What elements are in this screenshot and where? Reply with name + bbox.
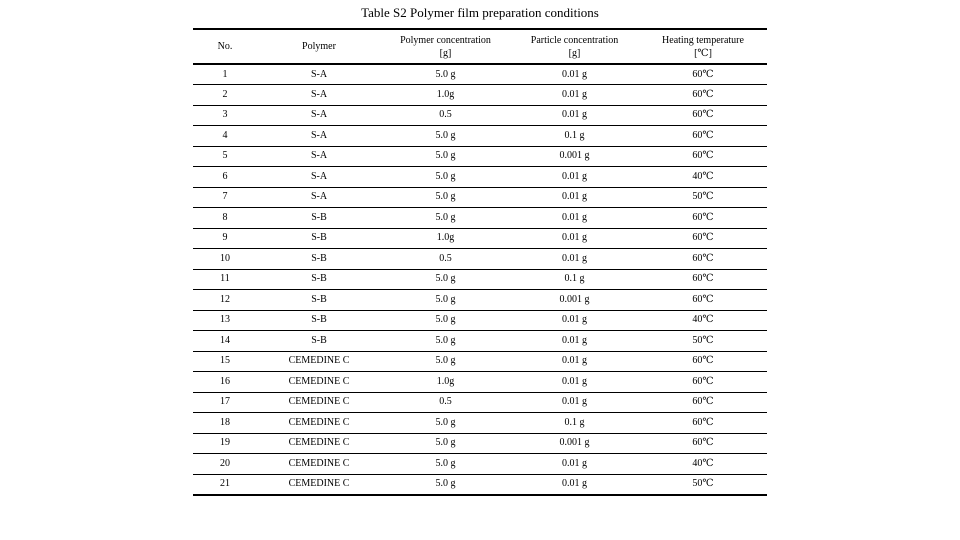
cell-heating-temperature: 60℃ <box>639 126 767 147</box>
conditions-table <box>193 28 767 496</box>
cell-no: 14 <box>193 331 257 352</box>
cell-polymer-concentration: 5.0 g <box>381 413 510 434</box>
cell-no: 17 <box>193 392 257 413</box>
cell-particle-concentration: 0.01 g <box>510 372 639 393</box>
cell-particle-concentration: 0.01 g <box>510 208 639 229</box>
table-row <box>193 167 767 188</box>
cell-polymer-concentration: 5.0 g <box>381 290 510 311</box>
cell-polymer-concentration: 5.0 g <box>381 474 510 495</box>
cell-polymer: CEMEDINE C <box>257 351 381 372</box>
table-row <box>193 146 767 167</box>
table-row <box>193 64 767 85</box>
cell-no: 8 <box>193 208 257 229</box>
cell-no: 5 <box>193 146 257 167</box>
cell-polymer: CEMEDINE C <box>257 433 381 454</box>
cell-heating-temperature: 50℃ <box>639 187 767 208</box>
table-row <box>193 269 767 290</box>
cell-heating-temperature: 60℃ <box>639 85 767 106</box>
table-row <box>193 310 767 331</box>
cell-particle-concentration: 0.01 g <box>510 351 639 372</box>
cell-no: 3 <box>193 105 257 126</box>
table-row <box>193 187 767 208</box>
cell-particle-concentration: 0.01 g <box>510 187 639 208</box>
cell-no: 6 <box>193 167 257 188</box>
cell-heating-temperature: 40℃ <box>639 167 767 188</box>
cell-no: 4 <box>193 126 257 147</box>
cell-particle-concentration: 0.001 g <box>510 146 639 167</box>
header-no: No. <box>193 29 257 64</box>
cell-no: 20 <box>193 454 257 475</box>
table-row <box>193 392 767 413</box>
cell-polymer-concentration: 5.0 g <box>381 64 510 85</box>
cell-heating-temperature: 50℃ <box>639 331 767 352</box>
table-row <box>193 249 767 270</box>
cell-polymer: S-B <box>257 269 381 290</box>
table-row <box>193 474 767 495</box>
cell-particle-concentration: 0.001 g <box>510 290 639 311</box>
header-polymer-concentration: Polymer concentration [g] <box>381 29 510 64</box>
cell-particle-concentration: 0.01 g <box>510 392 639 413</box>
table-row <box>193 433 767 454</box>
table-row <box>193 372 767 393</box>
cell-no: 11 <box>193 269 257 290</box>
cell-heating-temperature: 50℃ <box>639 474 767 495</box>
cell-polymer: CEMEDINE C <box>257 372 381 393</box>
header-particle-concentration: Particle concentration [g] <box>510 29 639 64</box>
cell-no: 13 <box>193 310 257 331</box>
table-row <box>193 105 767 126</box>
cell-particle-concentration: 0.01 g <box>510 105 639 126</box>
cell-polymer-concentration: 1.0g <box>381 85 510 106</box>
cell-particle-concentration: 0.01 g <box>510 64 639 85</box>
cell-polymer-concentration: 5.0 g <box>381 146 510 167</box>
table-row <box>193 413 767 434</box>
table-row <box>193 331 767 352</box>
cell-polymer: S-B <box>257 310 381 331</box>
table-row <box>193 290 767 311</box>
cell-no: 21 <box>193 474 257 495</box>
cell-no: 19 <box>193 433 257 454</box>
cell-polymer: S-A <box>257 126 381 147</box>
cell-no: 12 <box>193 290 257 311</box>
cell-polymer: S-A <box>257 146 381 167</box>
cell-no: 16 <box>193 372 257 393</box>
cell-polymer: S-A <box>257 64 381 85</box>
cell-particle-concentration: 0.01 g <box>510 167 639 188</box>
cell-particle-concentration: 0.01 g <box>510 85 639 106</box>
cell-particle-concentration: 0.01 g <box>510 454 639 475</box>
cell-heating-temperature: 40℃ <box>639 310 767 331</box>
table-row <box>193 351 767 372</box>
cell-polymer: S-B <box>257 331 381 352</box>
table-body <box>193 64 767 495</box>
cell-polymer-concentration: 5.0 g <box>381 208 510 229</box>
cell-heating-temperature: 60℃ <box>639 372 767 393</box>
cell-polymer-concentration: 1.0g <box>381 372 510 393</box>
cell-heating-temperature: 60℃ <box>639 413 767 434</box>
cell-heating-temperature: 60℃ <box>639 351 767 372</box>
cell-polymer: S-A <box>257 167 381 188</box>
cell-heating-temperature: 60℃ <box>639 392 767 413</box>
cell-particle-concentration: 0.01 g <box>510 310 639 331</box>
cell-polymer: CEMEDINE C <box>257 474 381 495</box>
header-polymer: Polymer <box>257 29 381 64</box>
cell-polymer: CEMEDINE C <box>257 454 381 475</box>
cell-heating-temperature: 60℃ <box>639 228 767 249</box>
cell-particle-concentration: 0.001 g <box>510 433 639 454</box>
cell-polymer-concentration: 5.0 g <box>381 187 510 208</box>
header-heating-temperature: Heating temperature [℃] <box>639 29 767 64</box>
cell-heating-temperature: 60℃ <box>639 64 767 85</box>
cell-polymer-concentration: 5.0 g <box>381 310 510 331</box>
cell-polymer-concentration: 5.0 g <box>381 331 510 352</box>
cell-polymer: S-A <box>257 85 381 106</box>
cell-particle-concentration: 0.01 g <box>510 228 639 249</box>
cell-polymer-concentration: 1.0g <box>381 228 510 249</box>
cell-polymer-concentration: 5.0 g <box>381 269 510 290</box>
cell-particle-concentration: 0.01 g <box>510 249 639 270</box>
cell-heating-temperature: 60℃ <box>639 433 767 454</box>
cell-no: 18 <box>193 413 257 434</box>
table-title: Table S2 Polymer film preparation conditions <box>361 5 599 20</box>
cell-no: 9 <box>193 228 257 249</box>
cell-particle-concentration: 0.01 g <box>510 331 639 352</box>
cell-polymer: S-B <box>257 208 381 229</box>
cell-no: 2 <box>193 85 257 106</box>
table-row <box>193 85 767 106</box>
cell-polymer-concentration: 5.0 g <box>381 351 510 372</box>
cell-polymer-concentration: 0.5 <box>381 392 510 413</box>
table-row <box>193 126 767 147</box>
cell-polymer: S-B <box>257 228 381 249</box>
cell-heating-temperature: 60℃ <box>639 249 767 270</box>
cell-heating-temperature: 60℃ <box>639 105 767 126</box>
cell-polymer: CEMEDINE C <box>257 392 381 413</box>
cell-polymer: S-B <box>257 290 381 311</box>
cell-particle-concentration: 0.1 g <box>510 413 639 434</box>
cell-polymer: S-A <box>257 187 381 208</box>
cell-polymer: CEMEDINE C <box>257 413 381 434</box>
cell-heating-temperature: 60℃ <box>639 208 767 229</box>
cell-no: 10 <box>193 249 257 270</box>
cell-no: 1 <box>193 64 257 85</box>
cell-particle-concentration: 0.1 g <box>510 269 639 290</box>
cell-particle-concentration: 0.1 g <box>510 126 639 147</box>
cell-polymer-concentration: 5.0 g <box>381 454 510 475</box>
cell-no: 15 <box>193 351 257 372</box>
cell-heating-temperature: 60℃ <box>639 146 767 167</box>
table-row <box>193 208 767 229</box>
cell-polymer-concentration: 5.0 g <box>381 433 510 454</box>
table-row <box>193 454 767 475</box>
cell-polymer: S-B <box>257 249 381 270</box>
cell-heating-temperature: 40℃ <box>639 454 767 475</box>
cell-polymer-concentration: 0.5 <box>381 249 510 270</box>
cell-heating-temperature: 60℃ <box>639 290 767 311</box>
table-header <box>193 29 767 64</box>
cell-particle-concentration: 0.01 g <box>510 474 639 495</box>
cell-polymer-concentration: 5.0 g <box>381 126 510 147</box>
table-row <box>193 228 767 249</box>
cell-polymer-concentration: 5.0 g <box>381 167 510 188</box>
cell-polymer-concentration: 0.5 <box>381 105 510 126</box>
cell-polymer: S-A <box>257 105 381 126</box>
header-row <box>193 29 767 64</box>
cell-no: 7 <box>193 187 257 208</box>
cell-heating-temperature: 60℃ <box>639 269 767 290</box>
